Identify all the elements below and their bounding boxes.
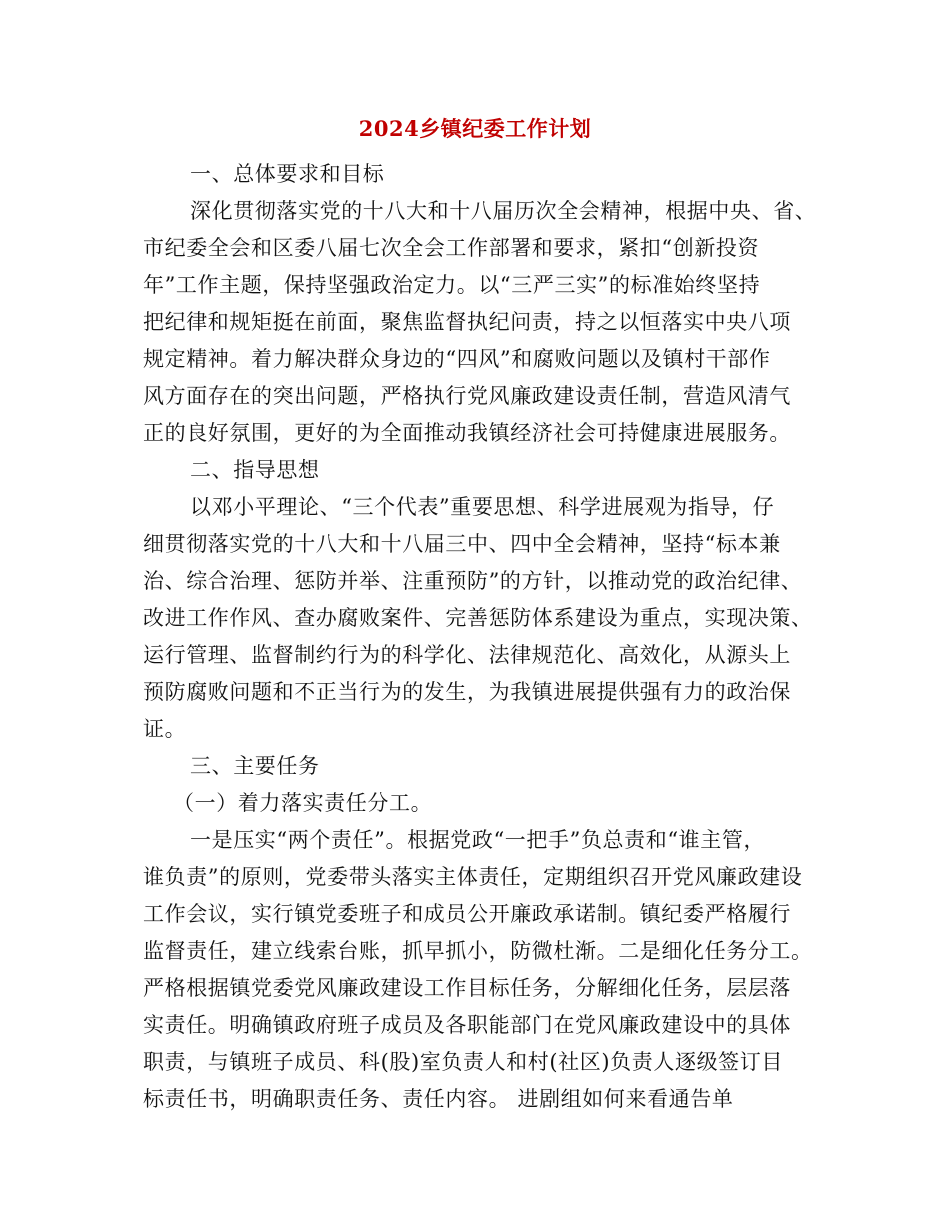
section-heading-2: 二、指导思想: [190, 458, 320, 482]
paragraph-line: 一是压实“两个责任”。根据党政“一把手”负总责和“谁主管，: [190, 828, 766, 852]
paragraph-line: 细贯彻落实党的十八大和十八届三中、四中全会精神，坚持“标本兼: [143, 532, 781, 556]
paragraph-line: 正的良好氛围，更好的为全面推动我镇经济社会可持健康进展服务。: [143, 421, 791, 445]
paragraph-line: 谁负责”的原则，党委带头落实主体责任，定期组织召开党风廉政建设: [143, 865, 803, 889]
subsection-heading: （一）着力落实责任分工。: [173, 791, 433, 815]
paragraph-line: 标责任书，明确职责任务、责任内容。 进剧组如何来看通告单: [143, 1087, 734, 1111]
paragraph-line: 把纪律和规矩挺在前面，聚焦监督执纪问责，持之以恒落实中央八项: [143, 310, 791, 334]
paragraph-line: 年”工作主题，保持坚强政治定力。以“三严三实”的标准始终坚持: [143, 273, 761, 297]
paragraph-line: 风方面存在的突出问题，严格执行党风廉政建设责任制，营造风清气: [143, 384, 791, 408]
paragraph-line: 规定精神。着力解决群众身边的“四风”和腐败问题以及镇村干部作: [143, 347, 771, 371]
paragraph-line: 职责，与镇班子成员、科(股)室负责人和村(社区)负责人逐级签订目: [143, 1050, 783, 1074]
paragraph-line: 市纪委全会和区委八届七次全会工作部署和要求，紧扣“创新投资: [143, 236, 760, 260]
paragraph-line: 工作会议，实行镇党委班子和成员公开廉政承诺制。镇纪委严格履行: [143, 902, 791, 926]
paragraph-line: 证。: [143, 717, 187, 741]
paragraph-line: 严格根据镇党委党风廉政建设工作目标任务，分解细化任务，层层落: [143, 976, 791, 1000]
paragraph-line: 改进工作作风、查办腐败案件、完善惩防体系建设为重点，实现决策、: [143, 606, 813, 630]
section-heading-3: 三、主要任务: [190, 754, 320, 778]
paragraph-line: 预防腐败问题和不正当行为的发生，为我镇进展提供强有力的政治保: [143, 680, 791, 704]
section-heading-1: 一、总体要求和目标: [190, 162, 385, 186]
document-title: 2024乡镇纪委工作计划: [358, 116, 592, 141]
paragraph-line: 监督责任，建立线索台账，抓早抓小，防微杜渐。二是细化任务分工。: [143, 939, 813, 963]
paragraph-line: 以邓小平理论、“三个代表”重要思想、科学进展观为指导，仔: [190, 495, 775, 519]
paragraph-line: 治、综合治理、惩防并举、注重预防”的方针，以推动党的政治纪律、: [143, 569, 803, 593]
paragraph-line: 深化贯彻落实党的十八大和十八届历次全会精神，根据中央、省、: [190, 199, 817, 223]
paragraph-line: 实责任。明确镇政府班子成员及各职能部门在党风廉政建设中的具体: [143, 1013, 791, 1037]
paragraph-line: 运行管理、监督制约行为的科学化、法律规范化、高效化，从源头上: [143, 643, 791, 667]
